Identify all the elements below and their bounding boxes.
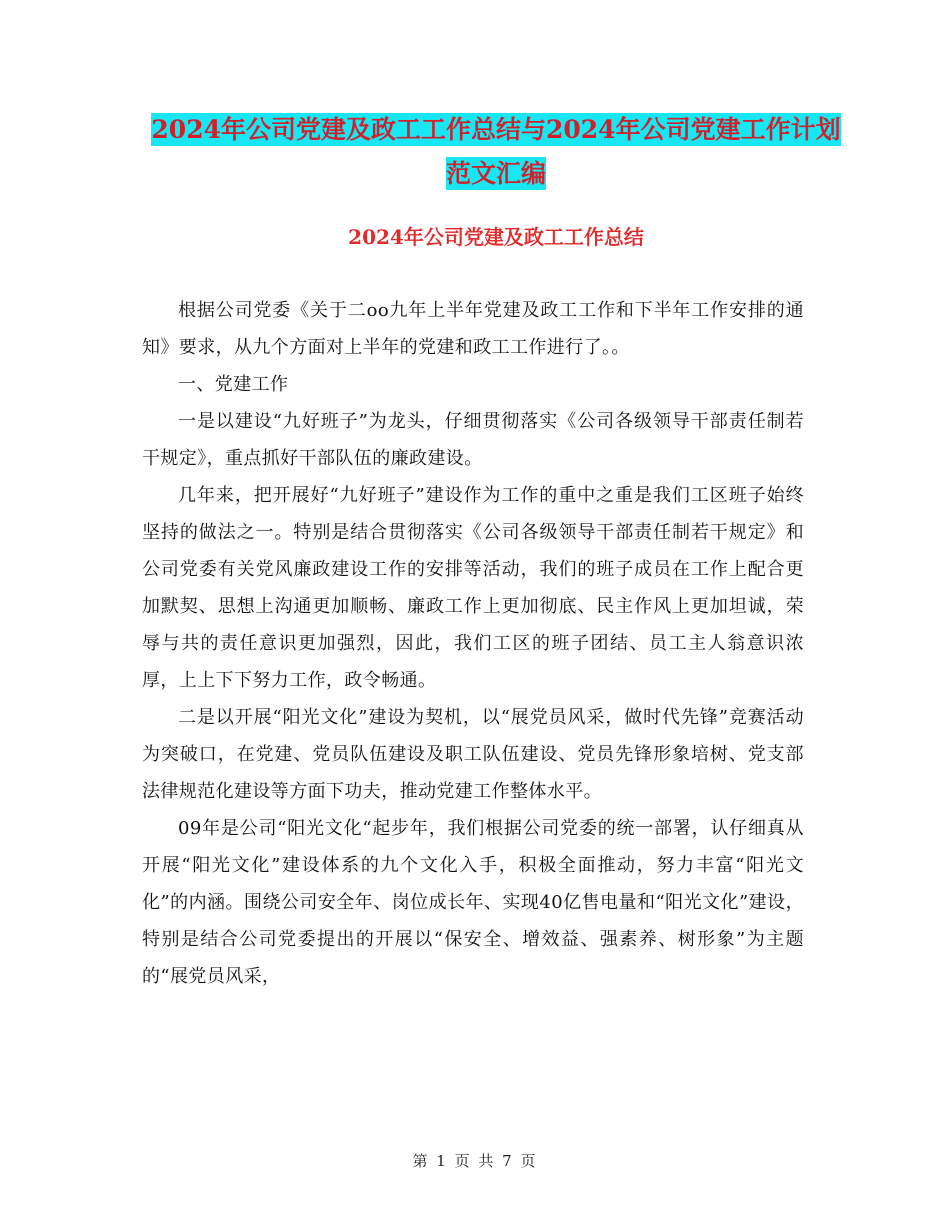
document-body <box>142 292 804 995</box>
paragraph-intro: 根据公司党委《关于二oo九年上半年党建及政工工作和下半年工作安排的通知》要求，从九个方面对上半年的党建和政工工作进行了。。 <box>142 300 804 358</box>
main-title-highlight: 2024年公司党建及政工工作总结与2024年公司党建工作计划范文汇编 <box>151 115 841 188</box>
document-main-title <box>140 108 852 196</box>
paragraph-point-two: 二是以开展“阳光文化”建设为契机，以“展党员风采，做时代先锋”竞赛活动为突破口，在党建、党员队伍建设及职工队伍建设、党员先锋形象培树、党支部法律规范化建设等方面下功夫，推动党建工作整体水平。 <box>142 707 804 802</box>
page-number-footer: 第 1 页 共 7 页 <box>412 1152 538 1170</box>
paragraph-team-building: 几年来，把开展好“九好班子”建设作为工作的重中之重是我们工区班子始终坚持的做法之一。特别是结合贯彻落实《公司各级领导干部责任制若干规定》和公司党委有关党风廉政建设工作的安排等活动，我们的班子成员在工作上配合更加默契、思想上沟通更加顺畅、廉政工作上更加彻底、民主作风上更加坦诚，荣辱与共的责任意识更加强烈，因此，我们工区的班子团结、员工主人翁意识浓厚，上上下下努力工作，政令畅通。 <box>142 485 804 691</box>
paragraph-sunshine-culture: 09年是公司“阳光文化“起步年，我们根据公司党委的统一部署，认仔细真从开展“阳光文化”建设体系的九个文化入手，积极全面推动，努力丰富“阳光文化”的内涵。围绕公司安全年、岗位成长年、实现40亿售电量和“阳光文化”建设，特别是结合公司党委提出的开展以“保安全、增效益、强素养、树形象”为主题的“展党员风采， <box>142 818 804 987</box>
section-title: 2024年公司党建及政工工作总结 <box>348 225 644 249</box>
paragraph-heading-party-building: 一、党建工作 <box>178 374 289 395</box>
paragraph-point-one: 一是以建设“九好班子”为龙头，仔细贯彻落实《公司各级领导干部责任制若干规定》，重点抓好干部队伍的廉政建设。 <box>142 411 804 469</box>
